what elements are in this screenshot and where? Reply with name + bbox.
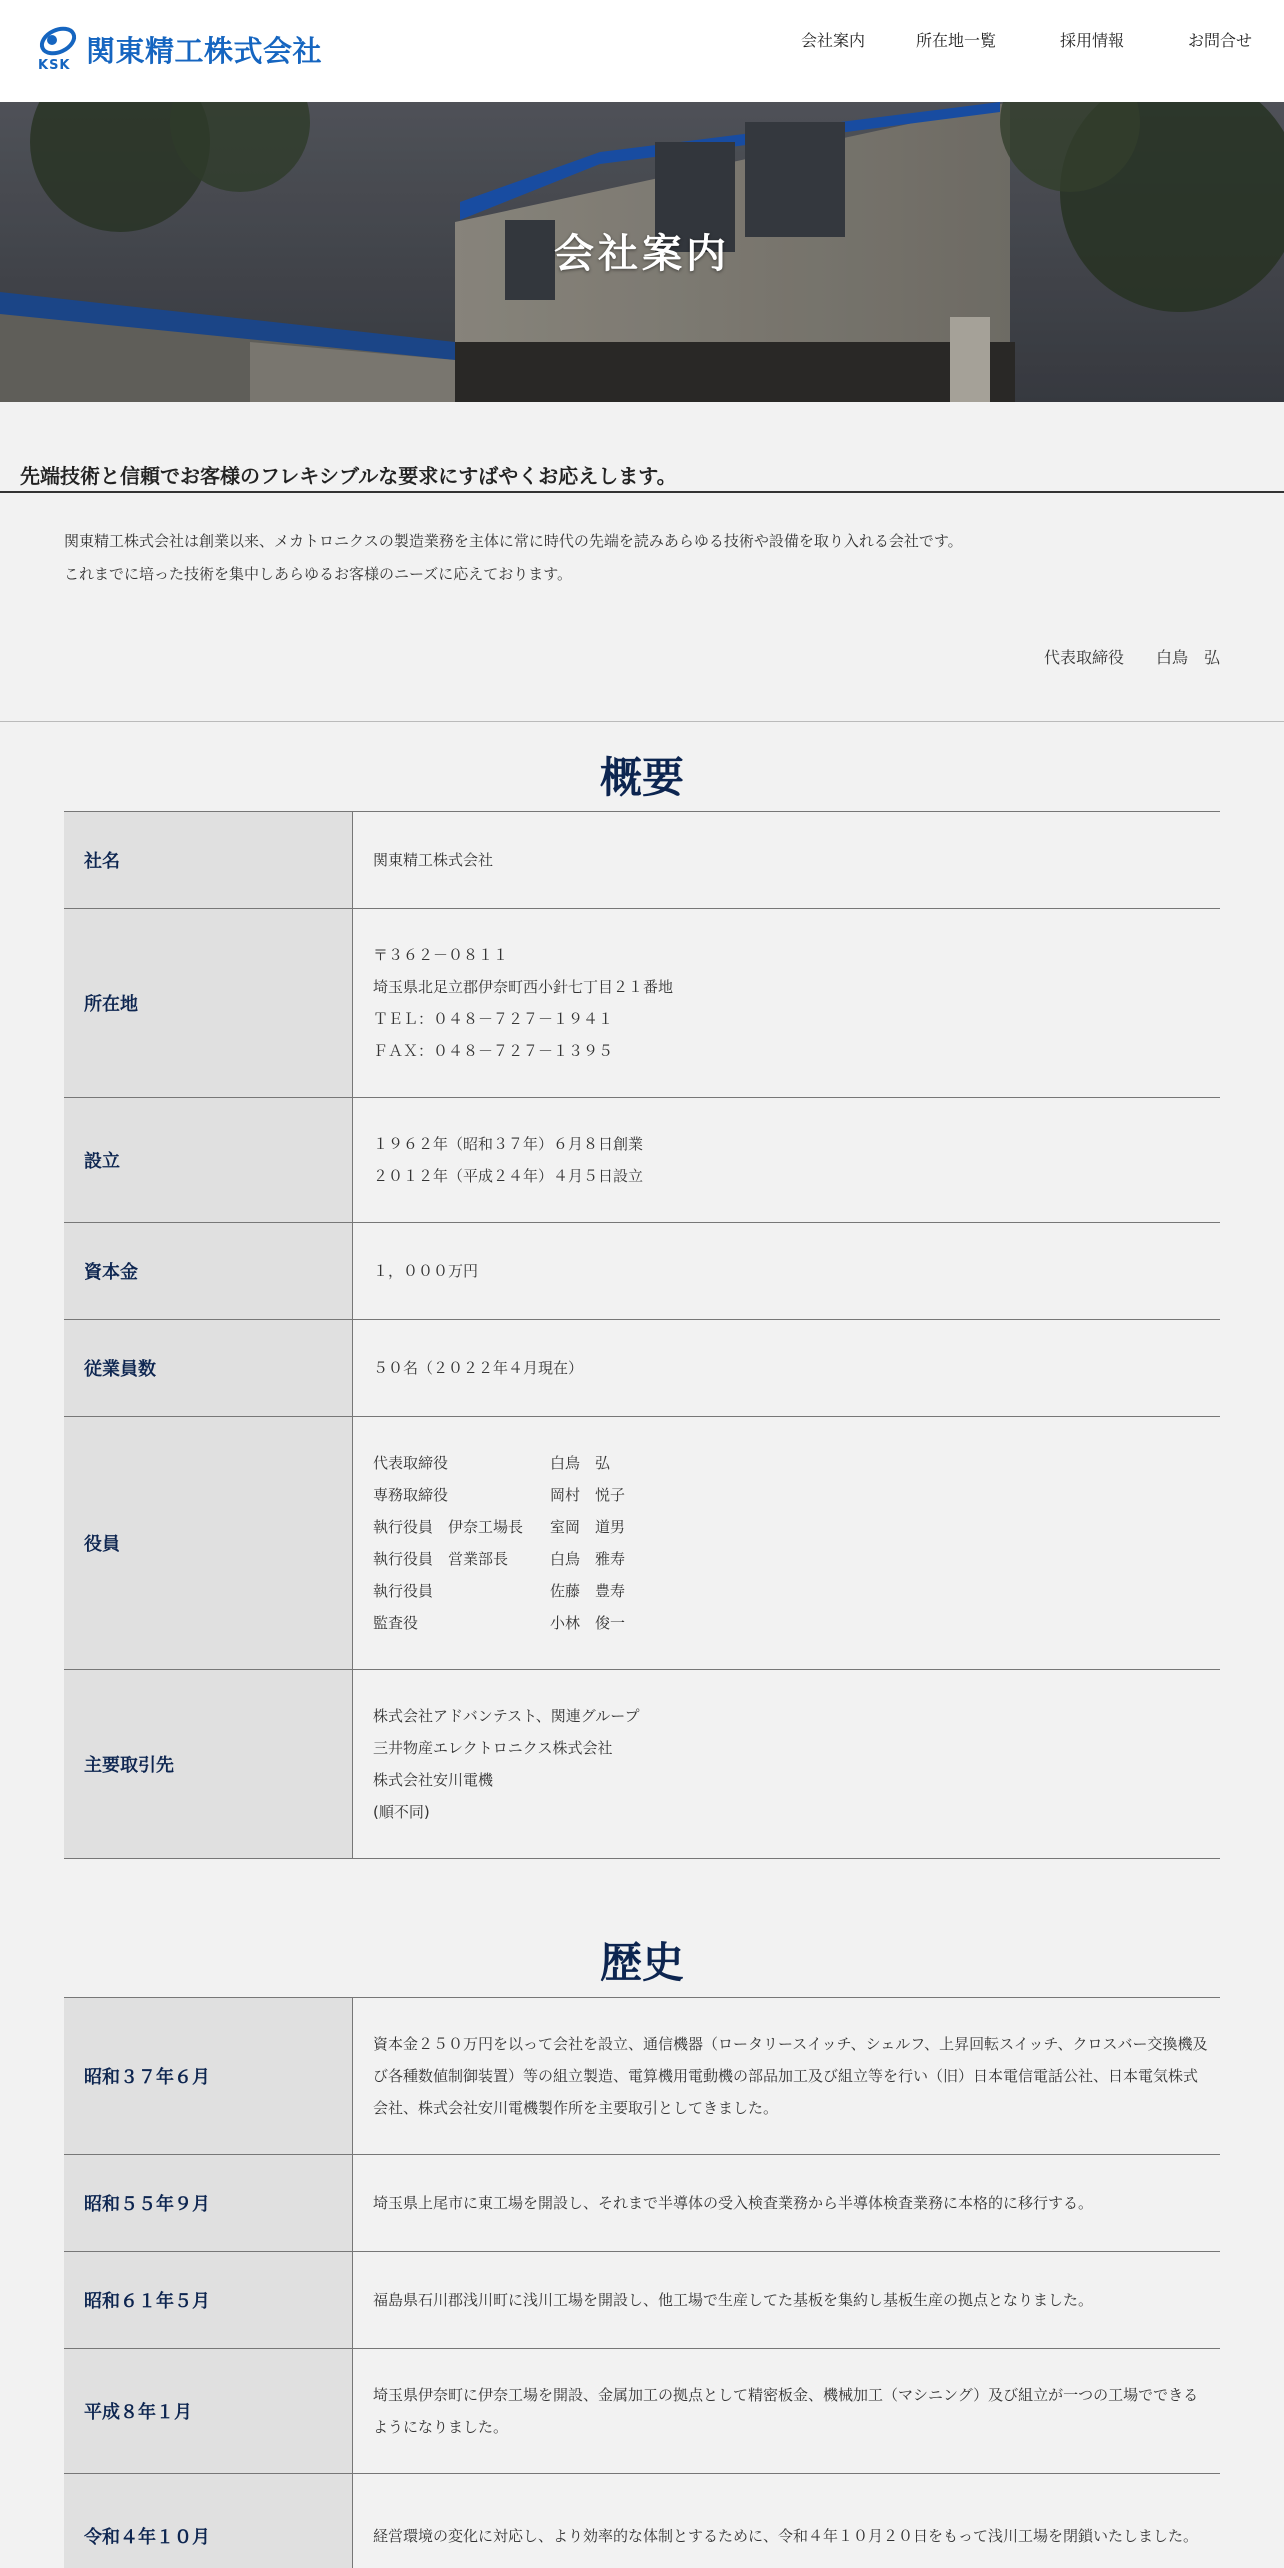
overview-table [64, 811, 1220, 1859]
value-line: ５０名（２０２２年４月現在） [373, 1359, 584, 1377]
row-value [353, 1417, 1220, 1669]
officer-role: 執行役員 伊奈工場長 [373, 1518, 524, 1536]
value-line: 関東精工株式会社 [373, 851, 494, 869]
company-name: 関東精工株式会社 [86, 33, 323, 68]
officer-entry [373, 1511, 1210, 1543]
row-value: 埼玉県上尾市に東工場を開設し、それまで半導体の受入検査業務から半導体検査業務に本格的に移行する。 [373, 2194, 1094, 2212]
table-row [64, 812, 1220, 909]
officer-entry [373, 1575, 1210, 1607]
row-value: 経営環境の変化に対応し、より効率的な体制とするために、令和４年１０月２０日をもって浅川工場を閉鎖いたしました。 [373, 2527, 1199, 2545]
lead-heading: 先端技術と信頼でお客様のフレキシブルな要求にすばやくお応えします。 [20, 464, 677, 488]
table-row [64, 2474, 1220, 2568]
officer-name: 小林 俊一 [550, 1614, 626, 1632]
lead-divider [0, 491, 1284, 493]
phone: ＴＥＬ：０４８－７２７－１９４１ [373, 1010, 614, 1028]
value-line: ２０１２年（平成２４年）４月５日設立 [373, 1167, 644, 1185]
row-value: 埼玉県伊奈町に伊奈工場を開設、金属加工の拠点として精密板金、機械加工（マシニング）及び組立が一つの工場でできるようになりました。 [373, 2386, 1199, 2436]
value-line: １９６２年（昭和３７年）６月８日創業 [373, 1135, 644, 1153]
message-line-2: これまでに培った技術を集中しあらゆるお客様のニーズに応えております。 [64, 565, 573, 583]
row-label: 社名 [64, 812, 353, 908]
company-logo[interactable] [38, 24, 322, 74]
table-row [64, 1223, 1220, 1320]
officer-name: 室岡 道男 [550, 1518, 626, 1536]
postal-code: 〒３６２－０８１１ [373, 946, 509, 964]
row-label: 平成８年１月 [64, 2349, 353, 2473]
overview-title: 概要 [599, 753, 684, 802]
hero-banner [0, 102, 1284, 402]
officer-role: 監査役 [373, 1614, 419, 1632]
table-row [64, 1998, 1220, 2155]
client-note: (順不同) [373, 1803, 430, 1821]
value-line: １，０００万円 [373, 1262, 479, 1280]
officer-name: 白鳥 雅寿 [550, 1550, 626, 1568]
row-value [353, 1223, 1220, 1319]
nav-company-info[interactable]: 会社案内 [800, 31, 865, 50]
row-label: 昭和６１年５月 [64, 2252, 353, 2348]
officer-name: 白鳥 弘 [550, 1454, 611, 1472]
ksk-logo-icon [38, 24, 78, 74]
table-row [64, 2155, 1220, 2252]
client-line: 株式会社安川電機 [373, 1771, 494, 1789]
nav-recruit[interactable]: 採用情報 [1059, 31, 1124, 50]
row-value [353, 812, 1220, 908]
site-header [0, 0, 1284, 102]
row-value: 資本金２５０万円を以って会社を設立、通信機器（ロータリースイッチ、シェルフ、上昇回転スイッチ、クロスバー交換機及び各種数値制御装置）等の組立製造、電算機用電動機の部品加工及び組立等を行い（旧）日本電信電話公社、日本電気株式会社、株式会社安川電機製作所を主要取引としてきました。 [373, 2035, 1208, 2117]
table-row [64, 1098, 1220, 1223]
officer-role: 代表取締役 [373, 1454, 449, 1472]
hero-title: 会社案内 [554, 231, 730, 277]
row-label: 主要取引先 [64, 1670, 353, 1858]
officer-entry [373, 1543, 1210, 1575]
table-row [64, 1320, 1220, 1417]
row-value [353, 909, 1220, 1097]
officer-name: 岡村 悦子 [550, 1486, 626, 1504]
row-value [353, 1320, 1220, 1416]
table-row [64, 909, 1220, 1098]
message-line-1: 関東精工株式会社は創業以来、メカトロニクスの製造業務を主体に常に時代の先端を読みあらゆる技術や設備を取り入れる会社です。 [64, 532, 963, 550]
table-row [64, 2252, 1220, 2349]
row-label: 従業員数 [64, 1320, 353, 1416]
officer-entry [373, 1607, 1210, 1639]
logo-abbr: KSK [38, 58, 71, 73]
president-signature: 代表取締役 白鳥 弘 [1043, 648, 1220, 667]
table-row [64, 1670, 1220, 1859]
history-title: 歴史 [599, 1938, 684, 1987]
row-value [353, 1670, 1220, 1858]
address: 埼玉県北足立郡伊奈町西小針七丁目２１番地 [373, 978, 674, 996]
row-label: 昭和３７年６月 [64, 1998, 353, 2154]
fax: ＦＡＸ：０４８－７２７－１３９５ [373, 1042, 614, 1060]
client-line: 三井物産エレクトロニクス株式会社 [373, 1739, 613, 1757]
nav-locations[interactable]: 所在地一覧 [915, 31, 996, 50]
officer-role: 執行役員 [373, 1582, 434, 1600]
officer-role: 専務取締役 [373, 1486, 449, 1504]
row-label: 役員 [64, 1417, 353, 1669]
officer-entry [373, 1479, 1210, 1511]
row-value [353, 1098, 1220, 1222]
officer-name: 佐藤 豊寿 [550, 1582, 626, 1600]
table-row [64, 2349, 1220, 2474]
row-label: 令和４年１０月 [64, 2474, 353, 2568]
row-label: 昭和５５年９月 [64, 2155, 353, 2251]
row-value: 福島県石川郡浅川町に浅川工場を開設し、他工場で生産してた基板を集約し基板生産の拠点となりました。 [373, 2291, 1094, 2309]
officer-role: 執行役員 営業部長 [373, 1550, 509, 1568]
row-label: 資本金 [64, 1223, 353, 1319]
row-label: 所在地 [64, 909, 353, 1097]
row-label: 設立 [64, 1098, 353, 1222]
officer-entry [373, 1447, 1210, 1479]
client-line: 株式会社アドバンテスト、関連グループ [373, 1707, 640, 1725]
nav-contact[interactable]: お問合せ [1187, 31, 1252, 50]
section-divider [0, 721, 1284, 722]
table-row [64, 1417, 1220, 1670]
history-table [64, 1997, 1220, 2568]
